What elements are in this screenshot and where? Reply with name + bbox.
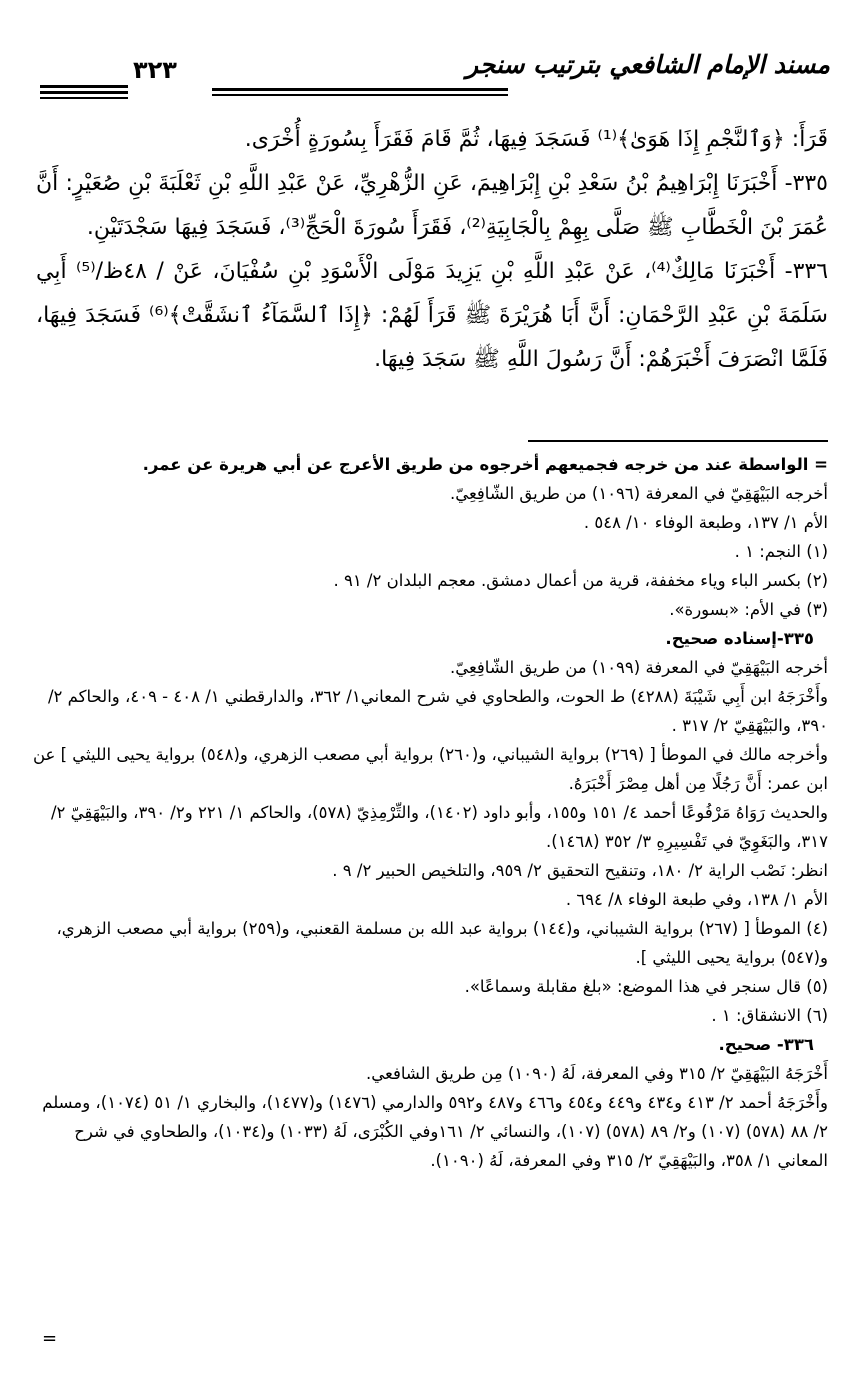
footnote-4: (٤) الموطأ [ (٢٦٧) برواية الشيباني، و(١٤٤) برواية عبد الله بن مسلمة القعنبي، و(٢٥٩) برواية أبي مصعب الزهري، و(٥٤٧) برواية يحيى الليثي ]. [56,919,828,967]
takhrij-heading-336: ٣٣٦- صحيح. [718,1035,814,1054]
page-number: ٣٢٣ [133,56,177,84]
footnote-line: وأخرجه مالك في الموطأ [ (٢٦٩) برواية الشيباني، و(٢٦٠) برواية أبي مصعب الزهري، و(٥٤٨) برواية يحيى الليثي ] عن ابن عمر: أَنَّ رَجُلًا مِن أهل مِصْرَ أَخْبَرَهُ. [32,745,828,793]
footnote-line: أخرجه البَيْهَقِيّ في المعرفة (١٠٩٦) من طريق الشّافِعِيّ. [449,484,828,503]
header-rule [40,91,128,94]
footnote-line: وأَخْرَجَهُ ابن أَبِي شَيْبَةَ (٤٢٨٨) ط الحوت، والطحاوي في شرح المعاني١/ ٣٦٢، والدارقطني ١/ ٤٠٨ - ٤٠٩، والحاكم ٢/ ٣٩٠، والبَيْهَقِيّ ٢/ ٣١٧ . [47,687,828,735]
footnote-5: (٥) قال سنجر في هذا الموضع: «بلغ مقابلة وسماعًا». [464,977,828,996]
footnotes [32,450,828,1175]
hadith-336: ٣٣٦- أَخْبَرَنَا مَالِكٌ⁽⁴⁾، عَنْ عَبْدِ اللَّهِ بْنِ يَزِيدَ مَوْلَى الْأَسْوَدِ بْنِ سُفْيَانَ، عَنْ / ٤٨ظ/⁽⁵⁾ أَبِي سَلَمَةَ بْنِ عَبْدِ الرَّحْمَانِ: أَنَّ أَبَا هُرَيْرَةَ ﷺ قَرَأَ لَهُمْ: ﴿إِذَا ٱلسَّمَآءُ ٱنشَقَّتْ﴾⁽⁶⁾ فَسَجَدَ فِيهَا، فَلَمَّا انْصَرَفَ أَخْبَرَهُمْ: أَنَّ رَسُولَ اللَّهِ ﷺ سَجَدَ فِيهَا. [36,259,829,372]
footnote-line: أَخْرَجَهُ البَيْهَقِيّ ٢/ ٣١٥ وفي المعرفة، لَهُ (١٠٩٠) مِن طريق الشافعي. [366,1064,828,1083]
takhrij-heading-335: ٣٣٥-إسناده صحيح. [665,629,814,648]
paragraph-continuation: قَرَأَ: ﴿وَٱلنَّجْمِ إِذَا هَوَىٰ﴾⁽¹⁾ فَسَجَدَ فِيهَا، ثُمَّ قَامَ فَقَرَأَ بِسُورَةٍ أُخْرَى. [244,127,828,152]
footnote-6: (٦) الانشقاق: ١ . [711,1006,828,1025]
footnote-line: الأم ١/ ١٣٧، وطبعة الوفاء ١٠/ ٥٤٨ . [583,513,828,532]
continuation-mark: = [42,1328,58,1349]
header-rule [40,85,128,88]
main-text [36,118,828,382]
page-header [40,40,830,100]
footnote-separator [528,440,828,442]
header-rule [212,94,508,96]
footnote-line: انظر: نَصْب الراية ٢/ ١٨٠، وتنقيح التحقيق ٢/ ٩٥٩، والتلخيص الحبير ٢/ ٩ . [332,861,828,880]
footnote-line: وأَخْرَجَهُ أحمد ٢/ ٤١٣ و٤٣٤ و٤٤٩ و٤٥٤ و٤٦٦ و٤٨٧ و٥٩٢ والدارمي (١٤٧٦) و(١٤٧٧)، والبخاري ١/ ٥١ (١٠٧٤)، ومسلم ٢/ ٨٨ (٥٧٨) (١٠٧) و٢/ ٨٩ (٥٧٨) (١٠٧)، والنسائي ٢/ ١٦١وفي الكُبْرَى، لَهُ (١٠٣٣) و(١٠٣٤)، والطحاوي في شرح المعاني ١/ ٣٥٨، والبَيْهَقِيّ ٢/ ٣١٥ وفي المعرفة، لَهُ (١٠٩٠). [42,1093,828,1170]
footnote-2: (٢) بكسر الباء وياء مخففة، قرية من أعمال دمشق. معجم البلدان ٢/ ٩١ . [333,571,828,590]
footnote-line: = الواسطة عند من خرجه فجميعهم أخرجوه من طريق الأعرج عن أبي هريرة عن عمر. [142,455,828,474]
footnote-line: الأم ١/ ١٣٨، وفي طبعة الوفاء ٨/ ٦٩٤ . [565,890,828,909]
footnote-line: أخرجه البَيْهَقِيّ في المعرفة (١٠٩٩) من طريق الشّافِعِيّ. [449,658,828,677]
footnote-line: والحديث رَوَاهُ مَرْفُوعًا أحمد ٤/ ١٥١ و١٥٥، وأبو داود (١٤٠٢)، والتِّرْمِذِيّ (٥٧٨)، والحاكم ١/ ٢٢١ و٢/ ٣٩٠، والبَيْهَقِيّ ٢/ ٣١٧، والبَغَوِيّ في تَفْسِيرِهِ ٣/ ٣٥٢ (١٤٦٨). [50,803,828,851]
header-rule [40,97,128,99]
running-title: مسند الإمام الشافعي بترتيب سنجر [466,50,830,79]
header-rule [212,88,508,91]
footnote-3: (٣) في الأم: «بسورة». [669,600,828,619]
hadith-335: ٣٣٥- أَخْبَرَنَا إِبْرَاهِيمُ بْنُ سَعْدِ بْنِ إِبْرَاهِيمَ، عَنِ الزُّهْرِيِّ، عَنْ عَبْدِ اللَّهِ بْنِ ثَعْلَبَةَ بْنِ صُعَيْرٍ: أَنَّ عُمَرَ بْنَ الْخَطَّابِ ﷺ صَلَّى بِهِمْ بِالْجَابِيَةِ⁽²⁾، فَقَرَأَ سُورَةَ الْحَجِّ⁽³⁾، فَسَجَدَ فِيهَا سَجْدَتَيْنِ. [36,171,828,240]
footnote-1: (١) النجم: ١ . [734,542,828,561]
